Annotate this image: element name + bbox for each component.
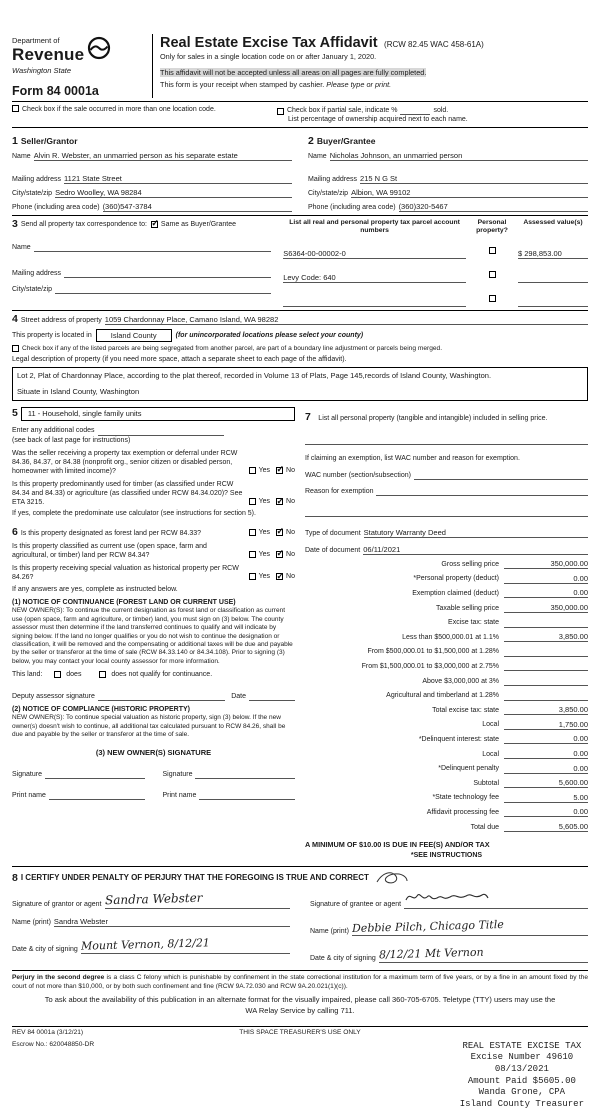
divider	[12, 970, 588, 971]
additional-codes-field[interactable]	[98, 426, 225, 436]
new-owner-print-2-label: Print name	[162, 791, 197, 799]
s5-q2-text: Is this property predominantly used for timber (as classified under RCW 84.34 and 84.33) or agriculture (as classified under RCW 84.34.020)? See ETA 3215.	[12, 480, 243, 507]
ownership-note: List percentage of ownership acquired next to each name.	[287, 116, 468, 123]
section-3	[12, 219, 588, 307]
tax-row-label: Gross selling price	[441, 560, 499, 568]
footer-bottom	[12, 1041, 588, 1111]
yes-label: Yes	[258, 498, 271, 506]
new-owner-print-2-field[interactable]	[199, 790, 295, 800]
seller-phone-field[interactable]: (360)547-3784	[103, 202, 292, 212]
excise-tax-state-value[interactable]	[504, 618, 588, 628]
stamp-treasurer-name: Wanda Grone, CPA	[478, 1087, 566, 1098]
s5-q2-note: If yes, complete the predominate use calculator (see instructions for section 5).	[12, 510, 256, 518]
legal-description-label: Legal description of property (if you need more space, attach a separate sheet to each page of the affidavit).	[12, 356, 347, 364]
grantor-print-name-label: Name (print)	[12, 918, 51, 926]
grantee-print-name-field[interactable]	[352, 917, 588, 936]
seller-mailing-label: Mailing address	[12, 176, 62, 183]
land-does-label: does	[66, 671, 82, 679]
section-7	[305, 407, 588, 859]
grantor-signing-block	[12, 890, 290, 963]
exemption-reason-label: Reason for exemption	[305, 487, 374, 495]
additional-codes-note: (see back of last page for instructions)	[12, 436, 131, 444]
s6-q1-text: 6 Is this property designated as forest land per RCW 84.33?	[12, 526, 201, 539]
tax-row-label: Local	[482, 721, 499, 729]
dor-logo-icon	[87, 36, 111, 60]
stamp-excise-number: Excise Number 49610	[470, 1052, 574, 1063]
tax-row-label: *State technology fee	[432, 794, 499, 802]
section-8	[12, 870, 588, 963]
tax-row-label: Taxable selling price	[435, 604, 499, 612]
delinquent-interest-state-value[interactable]: 0.00	[504, 734, 588, 744]
s6-q2-yes-checkbox[interactable]	[249, 551, 256, 558]
department-of-label: Department of	[12, 36, 60, 45]
header-note-3: This form is your receipt when stamped by cashier. Please type or print.	[160, 79, 392, 89]
header-note-2: This affidavit will not be accepted unless all areas on all pages are fully completed.	[160, 67, 427, 77]
sections-5-6	[12, 407, 295, 859]
notice-continuance-title: (1) NOTICE OF CONTINUANCE (FOREST LAND OR CURRENT USE)	[12, 599, 236, 607]
new-owner-signature-1-label: Signature	[12, 770, 42, 778]
new-owner-signature-1-field[interactable]	[45, 769, 145, 779]
form-number: Form 84 0001a	[12, 84, 99, 98]
tier4-tax-value[interactable]	[504, 676, 588, 686]
document-date-label: Date of document	[305, 546, 361, 554]
document-type-label: Type of document	[305, 529, 361, 537]
same-as-buyer-checkbox[interactable]	[151, 221, 158, 228]
form-title: Real Estate Excise Tax Affidavit	[160, 35, 378, 51]
form-title-rcw: (RCW 82.45 WAC 458-61A)	[384, 40, 484, 49]
s6-q3-text: Is this property receiving special valuation as historical property per RCW 84.26?	[12, 565, 239, 582]
notice-continuance-body: NEW OWNER(S): To continue the current designation as forest land or classification as current use (open space, farm and agriculture, or timber) land, you must sign on (3) below. The county assessor must then determine if the land transferred continues to qualify and will indicate by signing below. If the land no longer qualifies or you do not wish to continue the designation or classification, it will be removed and the compensating or additional taxes will be due and payable by the seller or transferor at the time of sale (RCW 84.33.140 or 84.34.108). Prior to signing (3) below, you may contact your local county assessor for more information.	[12, 607, 293, 665]
taxable-selling-price-value[interactable]: 350,000.00	[504, 603, 588, 613]
grantee-signature-loop-scribble	[375, 870, 409, 886]
s6-q1-no-checkbox[interactable]	[276, 529, 283, 536]
grantor-date-city-label: Date & city of signing	[12, 945, 78, 953]
section-2-number: 2	[308, 135, 314, 148]
tier1-tax-value[interactable]: 3,850.00	[504, 632, 588, 642]
seller-name-label: Name	[12, 153, 31, 160]
exemption-intro: If claiming an exemption, list WAC number and reason for exemption.	[305, 454, 520, 462]
buyer-phone-field[interactable]: (360)320-5467	[399, 202, 588, 212]
personal-property-header: Personal property?	[476, 219, 508, 235]
stamp-title: REAL ESTATE EXCISE TAX	[462, 1040, 582, 1051]
grantee-signature-label: Signature of grantee or agent	[310, 900, 402, 908]
section-4	[12, 314, 588, 400]
yes-label: Yes	[258, 573, 271, 581]
tier2-tax-value[interactable]	[504, 647, 588, 657]
tax-row-label: Total due	[470, 823, 499, 831]
dor-wordmark	[12, 36, 84, 65]
legal-description-line-1: Lot 2, Plat of Chardonnay Place, according to the plat thereof, recorded in Volume 13 of Plats, Page 145,records of Island County, Washington.	[17, 370, 492, 380]
tax-row-label: Affidavit processing fee	[426, 808, 499, 816]
legal-description-field[interactable]	[12, 367, 588, 401]
seller-title: Seller/Grantor	[20, 136, 78, 147]
buyer-phone-label: Phone (including area code)	[308, 204, 396, 211]
parcel-row	[283, 241, 588, 259]
section-4-number: 4	[12, 313, 18, 326]
correspondence-city-label: City/state/zip	[12, 285, 53, 293]
correspondence-block	[12, 219, 271, 307]
this-land-label: This land:	[12, 671, 43, 679]
parties	[12, 131, 588, 212]
tax-row-label: *Personal property (deduct)	[413, 575, 499, 583]
seller-city-label: City/state/zip	[12, 190, 53, 197]
yes-label: Yes	[258, 466, 271, 474]
treasurer-space-label: THIS SPACE TREASURER'S USE ONLY	[239, 1029, 361, 1037]
street-address-field[interactable]: 1059 Chardonnay Place, Camano Island, WA 98282	[105, 315, 588, 325]
document-type-field[interactable]: Statutory Warranty Deed	[364, 528, 588, 538]
grantor-print-name-field[interactable]: Sandra Webster	[54, 917, 290, 927]
stamp-treasurer-title: Island County Treasurer	[459, 1099, 584, 1110]
treasurer-stamp	[460, 1041, 584, 1111]
total-excise-state-value[interactable]: 3,850.00	[504, 705, 588, 715]
gross-selling-price-value[interactable]: 350,000.00	[504, 559, 588, 569]
section-5-number: 5	[12, 407, 18, 420]
buyer-mailing-label: Mailing address	[308, 176, 358, 183]
tax-row-label: *Delinquent penalty	[438, 765, 499, 773]
land-qualify-row	[12, 670, 295, 679]
deputy-date-label: Date	[231, 693, 246, 701]
perjury-statement: Perjury in the second degree is a class C felony which is punishable by confinement in the state correctional institution for a maximum term of five years, or by a fine in an amount fixed by the court of not more than $10,000, or by both such confinement and fine (RCW 9A.72.030 and RCW 9A.20.021(1)(c)).	[12, 973, 588, 990]
section-buyer	[308, 131, 588, 212]
state-technology-fee-value[interactable]: 5.00	[504, 793, 588, 803]
additional-codes-label: Enter any additional codes	[12, 427, 95, 435]
tax-row-label: Exemption claimed (deduct)	[412, 590, 499, 598]
middle-region	[12, 407, 588, 859]
buyer-city-field[interactable]: Albion, WA 99102	[351, 188, 588, 198]
divider	[12, 101, 588, 102]
seller-phone-label: Phone (including area code)	[12, 204, 100, 211]
personal-property-deduct-value[interactable]: 0.00	[504, 574, 588, 584]
partial-sale-label: Check box if partial sale, indicate %	[286, 106, 398, 114]
parcel-2-personal-checkbox[interactable]	[489, 271, 496, 278]
correspondence-name-field[interactable]	[34, 242, 272, 252]
divider	[12, 127, 588, 128]
parcel-1-assessed-value[interactable]: $ 298,853.00	[518, 249, 588, 259]
minimum-due-note: A MINIMUM OF $10.00 IS DUE IN FEE(S) AND/OR TAX	[305, 839, 490, 849]
segregated-note: Check box if any of the listed parcels are being segregated from another parcel, are part of a boundary line adjustment or parcels being merged.	[22, 344, 443, 352]
exemption-reason-extra-field[interactable]	[305, 507, 588, 517]
tax-row-label: From $500,000.01 to $1,500,000 at 1.28%	[367, 648, 499, 656]
tax-row-label: *Delinquent interest: state	[418, 735, 499, 743]
grantee-signature-field[interactable]	[404, 890, 588, 909]
grantor-signature-handwriting: Sandra Webster	[104, 890, 203, 908]
parcel-numbers-header: List all real and personal property tax parcel account numbers	[289, 219, 460, 235]
land-does-not-label: does not qualify for continuance.	[111, 671, 213, 679]
no-label: No	[286, 573, 295, 581]
section-3-number: 3	[12, 218, 18, 231]
header-note-1: Only for sales in a single location code on or after January 1, 2020.	[160, 52, 377, 61]
deputy-assessor-signature-field[interactable]	[98, 691, 225, 701]
new-owner-signature-2-field[interactable]	[195, 769, 295, 779]
correspondence-mailing-field[interactable]	[64, 268, 271, 278]
parcel-number-2[interactable]: Levy Code: 640	[283, 273, 466, 283]
parcel-number-1[interactable]: S6364-00-00002-0	[283, 249, 466, 259]
document-date-field[interactable]: 06/11/2021	[363, 545, 588, 555]
correspondence-mailing-label: Mailing address	[12, 269, 62, 277]
yes-label: Yes	[258, 528, 271, 536]
county-note: (for unincorporated locations please select your county)	[175, 331, 364, 339]
personal-property-list-field[interactable]	[305, 435, 588, 445]
section-8-number: 8	[12, 871, 18, 884]
footer-top	[12, 1026, 588, 1038]
local-tax-value[interactable]: 1,750.00	[504, 720, 588, 730]
parcel-table	[271, 219, 588, 307]
certify-statement: I CERTIFY UNDER PENALTY OF PERJURY THAT THE FOREGOING IS TRUE AND CORRECT	[20, 873, 369, 883]
notice-compliance-title: (2) NOTICE OF COMPLIANCE (HISTORIC PROPERTY)	[12, 706, 190, 714]
tax-row-label: Local	[482, 750, 499, 758]
land-does-not-checkbox[interactable]	[99, 671, 106, 678]
property-class-select[interactable]: 11 - Household, single family units	[21, 407, 295, 421]
title-block	[152, 34, 588, 98]
s6-q3-yes-checkbox[interactable]	[249, 573, 256, 580]
revenue-label: Revenue	[12, 45, 85, 64]
personal-property-intro: List all personal property (tangible and intangible) included in selling price.	[318, 414, 548, 422]
grantee-date-city-label: Date & city of signing	[310, 954, 376, 962]
partial-sale-checkbox[interactable]	[277, 108, 284, 115]
divider	[12, 215, 588, 216]
yes-label: Yes	[258, 550, 271, 558]
wac-number-label: WAC number (section/subsection)	[305, 471, 411, 479]
grantor-signature-field[interactable]	[105, 890, 290, 909]
affidavit-processing-fee-value[interactable]: 0.00	[504, 807, 588, 817]
grantor-date-handwriting: Mount Vernon, 8/12/21	[80, 936, 210, 953]
same-as-buyer-label: Same as Buyer/Grantee	[160, 220, 237, 228]
new-owner-print-1-label: Print name	[12, 791, 46, 799]
no-label: No	[286, 528, 295, 536]
section-7-number: 7	[305, 410, 311, 423]
s6-note: If any answers are yes, complete as instructed below.	[12, 586, 178, 594]
tax-row-label: Above $3,000,000 at 3%	[422, 677, 499, 685]
divider	[12, 866, 588, 867]
buyer-title: Buyer/Grantee	[316, 136, 376, 147]
grantee-print-name-label: Name (print)	[310, 927, 349, 935]
tax-row-label: Agricultural and timberland at 1.28%	[386, 692, 499, 700]
no-label: No	[286, 466, 295, 474]
street-address-label: Street address of property	[20, 316, 102, 324]
agricultural-tax-value[interactable]	[504, 691, 588, 701]
s6-q3-no-checkbox[interactable]	[276, 573, 283, 580]
escrow-number: Escrow No.: 620048850-DR	[12, 1040, 95, 1048]
tier3-tax-value[interactable]	[504, 661, 588, 671]
seller-city-field[interactable]: Sedro Woolley, WA 98284	[55, 188, 292, 198]
buyer-name-label: Name	[308, 153, 327, 160]
parcel-3-assessed-value[interactable]	[518, 297, 588, 307]
buyer-name-field[interactable]: Nicholas Johnson, an unmarried person	[330, 151, 588, 161]
grantee-signature-scribble	[404, 890, 490, 903]
header	[12, 34, 588, 98]
tax-row-label: Total excise tax: state	[432, 706, 499, 714]
s6-q1-yes-checkbox[interactable]	[249, 529, 256, 536]
s5-q1-yes-checkbox[interactable]	[249, 467, 256, 474]
parcel-row	[283, 265, 588, 283]
multi-location-label: Check box if the sale occurred in more than one location code.	[22, 106, 216, 113]
tax-row-label: Less than $500,000.01 at 1.1%	[402, 633, 499, 641]
see-instructions-note: *SEE INSTRUCTIONS	[410, 851, 483, 859]
s5-q1-text: Was the seller receiving a property tax exemption or deferral under RCW 84.36, 84.37, or 84.38 (nonprofit org., senior citizen or disabled person, homeowner with limited income)?	[12, 449, 238, 475]
grantor-date-city-field[interactable]	[81, 935, 290, 954]
delinquent-interest-local-value[interactable]: 0.00	[504, 749, 588, 759]
buyer-mailing-field[interactable]: 215 N G St	[360, 174, 588, 184]
new-owner-signature-title: (3) NEW OWNER(S) SIGNATURE	[95, 747, 212, 757]
stamp-date: 08/13/2021	[494, 1064, 549, 1074]
grantee-date-city-field[interactable]	[379, 944, 588, 963]
grantee-signing-block	[310, 890, 588, 963]
divider	[12, 310, 588, 311]
send-correspondence-label: Send all property tax correspondence to:	[20, 220, 147, 228]
subtotal-value[interactable]: 5,600.00	[504, 778, 588, 788]
legal-description-line-2: Situate in Island County, Washington	[17, 386, 140, 396]
tax-row-label: Subtotal	[473, 779, 499, 787]
s6-q2-text: Is this property classified as current use (open space, farm and agricultural, or timber) land per RCW 84.34?	[12, 542, 207, 559]
new-owner-print-1-field[interactable]	[49, 790, 145, 800]
tax-row-label: Excise tax: state	[448, 619, 499, 627]
land-does-checkbox[interactable]	[54, 671, 61, 678]
total-due-value[interactable]: 5,605.00	[504, 822, 588, 832]
no-label: No	[286, 550, 295, 558]
located-in-label: This property is located in	[12, 331, 92, 339]
stamp-amount-paid: Amount Paid $5605.00	[467, 1075, 576, 1086]
s5-q1-no-checkbox[interactable]	[276, 467, 283, 474]
washington-state-label: Washington State	[12, 66, 72, 75]
parcel-3-personal-checkbox[interactable]	[489, 295, 496, 302]
partial-percent-field[interactable]	[400, 105, 430, 115]
parcel-number-3[interactable]	[283, 297, 466, 307]
wac-number-field[interactable]	[414, 470, 588, 480]
deputy-date-field[interactable]	[249, 691, 295, 701]
tax-row-label: From $1,500,000.01 to $3,000,000 at 2.75%	[361, 663, 499, 671]
agency-block	[12, 34, 148, 98]
new-owner-signature-2-label: Signature	[162, 770, 193, 778]
no-label: No	[286, 498, 295, 506]
deputy-assessor-label: Deputy assessor signature	[12, 693, 95, 701]
parcel-2-assessed-value[interactable]	[518, 273, 588, 283]
buyer-city-label: City/state/zip	[308, 190, 349, 197]
delinquent-penalty-value[interactable]: 0.00	[504, 764, 588, 774]
notice-compliance-body: NEW OWNER(S): To continue special valuation as historic property, sign (3) below. If the new owner(s) doesn't wish to continue, all additional tax calculated pursuant to RCW 84.26, shall be due and payable by the seller or transferor at the time of sale.	[12, 714, 286, 739]
exemption-claimed-value[interactable]: 0.00	[504, 588, 588, 598]
assessed-value-header: Assessed value(s)	[523, 219, 583, 227]
seller-name-field[interactable]: Alvin R. Webster, an unmarried person as his separate estate	[34, 151, 292, 161]
rev-number: REV 84 0001a (3/12/21)	[12, 1029, 84, 1037]
grantee-name-handwriting: Debbie Pilch, Chicago Title	[351, 917, 504, 935]
exemption-reason-field[interactable]	[376, 486, 588, 496]
section-1-number: 1	[12, 135, 18, 148]
section-6-number: 6	[12, 526, 18, 539]
tax-computation-table	[305, 559, 588, 832]
partial-sold-label: sold.	[433, 106, 449, 114]
grantee-date-handwriting: 8/12/21 Mt Vernon	[378, 945, 484, 962]
seller-mailing-field[interactable]: 1121 State Street	[64, 174, 292, 184]
correspondence-city-field[interactable]	[55, 284, 271, 294]
accessibility-note: To ask about the availability of this publication in an alternate format for the visually impaired, please call 360-705-6705. Teletype (TTY) users may use the WA Relay Service by calling 711.	[44, 995, 556, 1015]
section-seller	[12, 131, 292, 212]
grantor-signature-label: Signature of grantor or agent	[12, 900, 102, 908]
segregated-checkbox[interactable]	[12, 345, 19, 352]
county-select[interactable]: Island County	[96, 329, 172, 342]
multi-location-checkbox[interactable]	[12, 105, 19, 112]
correspondence-name-label: Name	[12, 243, 31, 251]
s5-q2-yes-checkbox[interactable]	[249, 498, 256, 505]
parcel-row	[283, 289, 588, 307]
parcel-1-personal-checkbox[interactable]	[489, 247, 496, 254]
top-options	[12, 105, 588, 124]
s5-q2-no-checkbox[interactable]	[276, 498, 283, 505]
s6-q2-no-checkbox[interactable]	[276, 551, 283, 558]
